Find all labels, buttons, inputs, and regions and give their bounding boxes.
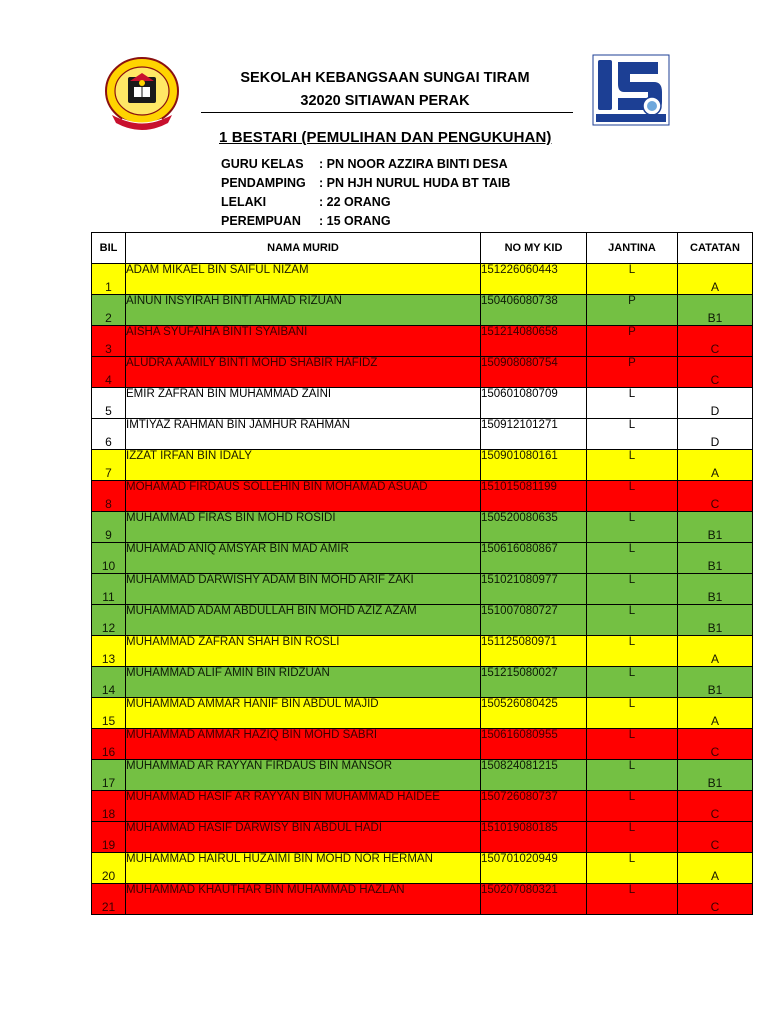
cell-bil: 19 — [92, 822, 126, 853]
program-logo-icon — [592, 54, 670, 126]
cell-jantina: L — [587, 512, 678, 543]
cell-jantina: L — [587, 450, 678, 481]
table-row — [92, 667, 753, 698]
cell-jantina: L — [587, 698, 678, 729]
cell-jantina: P — [587, 295, 678, 326]
table-row — [92, 760, 753, 791]
cell-nama: MOHAMAD FIRDAUS SOLLEHIN BIN MOHAMAD ASUAD — [126, 481, 481, 512]
cell-nama: MUHAMMAD HASIF AR RAYYAN BIN MUHAMMAD HAIDEE — [126, 791, 481, 822]
table-row — [92, 574, 753, 605]
cell-bil: 8 — [92, 481, 126, 512]
cell-nama: MUHAMMAD DARWISHY ADAM BIN MOHD ARIF ZAKI — [126, 574, 481, 605]
cell-bil: 13 — [92, 636, 126, 667]
table-row — [92, 450, 753, 481]
cell-catatan: C — [678, 791, 753, 822]
cell-nama: MUHAMMAD ADAM ABDULLAH BIN MOHD AZIZ AZAM — [126, 605, 481, 636]
cell-nama: EMIR ZAFRAN BIN MUHAMMAD ZAINI — [126, 388, 481, 419]
cell-kid: 150406080738 — [481, 295, 587, 326]
cell-catatan: B1 — [678, 543, 753, 574]
cell-bil: 7 — [92, 450, 126, 481]
cell-nama: IMTIYAZ RAHMAN BIN JAMHUR RAHMAN — [126, 419, 481, 450]
cell-jantina: L — [587, 419, 678, 450]
table-row — [92, 481, 753, 512]
cell-catatan: C — [678, 729, 753, 760]
cell-jantina: L — [587, 791, 678, 822]
table-row — [92, 512, 753, 543]
cell-catatan: B1 — [678, 760, 753, 791]
cell-kid: 151215080027 — [481, 667, 587, 698]
cell-kid: 150601080709 — [481, 388, 587, 419]
cell-kid: 151226060443 — [481, 264, 587, 295]
cell-catatan: B1 — [678, 512, 753, 543]
cell-bil: 16 — [92, 729, 126, 760]
school-crest-icon — [104, 53, 180, 135]
header-bil: BIL — [92, 233, 126, 264]
cell-catatan: B1 — [678, 295, 753, 326]
table-row — [92, 419, 753, 450]
info-label: PEREMPUAN — [221, 214, 301, 228]
cell-kid: 151021080977 — [481, 574, 587, 605]
cell-catatan: A — [678, 698, 753, 729]
cell-bil: 12 — [92, 605, 126, 636]
cell-nama: ALUDRA AAMILY BINTI MOHD SHABIR HAFIDZ — [126, 357, 481, 388]
table-row — [92, 264, 753, 295]
cell-catatan: B1 — [678, 574, 753, 605]
cell-jantina: L — [587, 822, 678, 853]
cell-bil: 1 — [92, 264, 126, 295]
cell-catatan: A — [678, 450, 753, 481]
cell-jantina: L — [587, 543, 678, 574]
cell-kid: 150824081215 — [481, 760, 587, 791]
header-kid: NO MY KID — [481, 233, 587, 264]
table-row — [92, 636, 753, 667]
cell-jantina: L — [587, 760, 678, 791]
student-table — [91, 232, 753, 915]
table-row — [92, 884, 753, 915]
cell-catatan: B1 — [678, 605, 753, 636]
cell-nama: MUHAMMAD AMMAR HANIF BIN ABDUL MAJID — [126, 698, 481, 729]
class-info — [221, 155, 510, 231]
cell-catatan: C — [678, 357, 753, 388]
cell-nama: MUHAMMAD KHAUTHAR BIN MUHAMMAD HAZLAN — [126, 884, 481, 915]
cell-bil: 14 — [92, 667, 126, 698]
cell-bil: 3 — [92, 326, 126, 357]
cell-jantina: L — [587, 574, 678, 605]
info-value: : PN HJH NURUL HUDA BT TAIB — [319, 176, 511, 190]
cell-kid: 150616080955 — [481, 729, 587, 760]
cell-catatan: C — [678, 326, 753, 357]
cell-kid: 150908080754 — [481, 357, 587, 388]
header-catatan: CATATAN — [678, 233, 753, 264]
cell-bil: 2 — [92, 295, 126, 326]
cell-nama: ADAM MIKAEL BIN SAIFUL NIZAM — [126, 264, 481, 295]
table-row — [92, 388, 753, 419]
table-row — [92, 853, 753, 884]
cell-catatan: C — [678, 884, 753, 915]
cell-catatan: D — [678, 419, 753, 450]
table-header-row — [92, 233, 753, 264]
cell-bil: 15 — [92, 698, 126, 729]
cell-kid: 150901080161 — [481, 450, 587, 481]
info-row-assistant — [221, 174, 510, 193]
cell-kid: 151214080658 — [481, 326, 587, 357]
table-row — [92, 543, 753, 574]
header-divider — [201, 112, 573, 113]
cell-kid: 150726080737 — [481, 791, 587, 822]
table-row — [92, 326, 753, 357]
cell-nama: MUHAMMAD AR RAYYAN FIRDAUS BIN MANSOR — [126, 760, 481, 791]
cell-nama: AINUN INSYIRAH BINTI AHMAD RIZUAN — [126, 295, 481, 326]
cell-kid: 150520080635 — [481, 512, 587, 543]
cell-catatan: A — [678, 264, 753, 295]
cell-jantina: L — [587, 388, 678, 419]
info-value: : PN NOOR AZZIRA BINTI DESA — [319, 157, 508, 171]
cell-bil: 5 — [92, 388, 126, 419]
table-row — [92, 698, 753, 729]
cell-jantina: L — [587, 667, 678, 698]
cell-jantina: L — [587, 636, 678, 667]
cell-catatan: D — [678, 388, 753, 419]
cell-kid: 151125080971 — [481, 636, 587, 667]
cell-bil: 11 — [92, 574, 126, 605]
cell-bil: 9 — [92, 512, 126, 543]
info-row-male — [221, 193, 510, 212]
cell-kid: 150616080867 — [481, 543, 587, 574]
school-address: 32020 SITIAWAN PERAK — [300, 93, 470, 109]
cell-jantina: L — [587, 481, 678, 512]
cell-catatan: A — [678, 853, 753, 884]
cell-nama: MUHAMMAD HAIRUL HUZAIMI BIN MOHD NOR HERMAN — [126, 853, 481, 884]
cell-bil: 20 — [92, 853, 126, 884]
cell-bil: 4 — [92, 357, 126, 388]
cell-catatan: C — [678, 822, 753, 853]
cell-jantina: L — [587, 884, 678, 915]
table-row — [92, 605, 753, 636]
info-row-teacher — [221, 155, 510, 174]
cell-nama: MUHAMMAD AMMAR HAZIQ BIN MOHD SABRI — [126, 729, 481, 760]
cell-nama: MUHAMMAD ALIF AMIN BIN RIDZUAN — [126, 667, 481, 698]
cell-nama: AISHA SYUFAIHA BINTI SYAIBANI — [126, 326, 481, 357]
cell-kid: 150526080425 — [481, 698, 587, 729]
cell-nama: MUHAMAD ANIQ AMSYAR BIN MAD AMIR — [126, 543, 481, 574]
cell-jantina: P — [587, 326, 678, 357]
table-row — [92, 791, 753, 822]
cell-jantina: L — [587, 605, 678, 636]
table-row — [92, 357, 753, 388]
cell-kid: 151015081199 — [481, 481, 587, 512]
info-value: : 22 ORANG — [319, 195, 391, 209]
cell-nama: IZZAT IRFAN BIN IDALY — [126, 450, 481, 481]
cell-nama: MUHAMMAD ZAFRAN SHAH BIN ROSLI — [126, 636, 481, 667]
cell-nama: MUHAMMAD FIRAS BIN MOHD ROSIDI — [126, 512, 481, 543]
info-row-female — [221, 212, 510, 231]
cell-jantina: L — [587, 729, 678, 760]
cell-jantina: L — [587, 264, 678, 295]
class-title: 1 BESTARI (PEMULIHAN DAN PENGUKUHAN) — [219, 129, 552, 146]
table-row — [92, 295, 753, 326]
cell-kid: 150207080321 — [481, 884, 587, 915]
info-label: GURU KELAS — [221, 157, 304, 171]
cell-bil: 10 — [92, 543, 126, 574]
header-jantina: JANTINA — [587, 233, 678, 264]
header-nama: NAMA MURID — [126, 233, 481, 264]
cell-kid: 151007080727 — [481, 605, 587, 636]
cell-jantina: P — [587, 357, 678, 388]
info-label: PENDAMPING — [221, 176, 306, 190]
info-label: LELAKI — [221, 195, 267, 209]
cell-bil: 21 — [92, 884, 126, 915]
cell-nama: MUHAMMAD HASIF DARWISY BIN ABDUL HADI — [126, 822, 481, 853]
cell-bil: 17 — [92, 760, 126, 791]
table-row — [92, 729, 753, 760]
school-name: SEKOLAH KEBANGSAAN SUNGAI TIRAM — [240, 70, 530, 86]
cell-kid: 150912101271 — [481, 419, 587, 450]
info-value: : 15 ORANG — [319, 214, 391, 228]
cell-catatan: C — [678, 481, 753, 512]
cell-kid: 151019080185 — [481, 822, 587, 853]
cell-jantina: L — [587, 853, 678, 884]
cell-bil: 6 — [92, 419, 126, 450]
cell-kid: 150701020949 — [481, 853, 587, 884]
table-row — [92, 822, 753, 853]
cell-catatan: B1 — [678, 667, 753, 698]
student-rows — [92, 264, 753, 915]
cell-bil: 18 — [92, 791, 126, 822]
cell-catatan: A — [678, 636, 753, 667]
